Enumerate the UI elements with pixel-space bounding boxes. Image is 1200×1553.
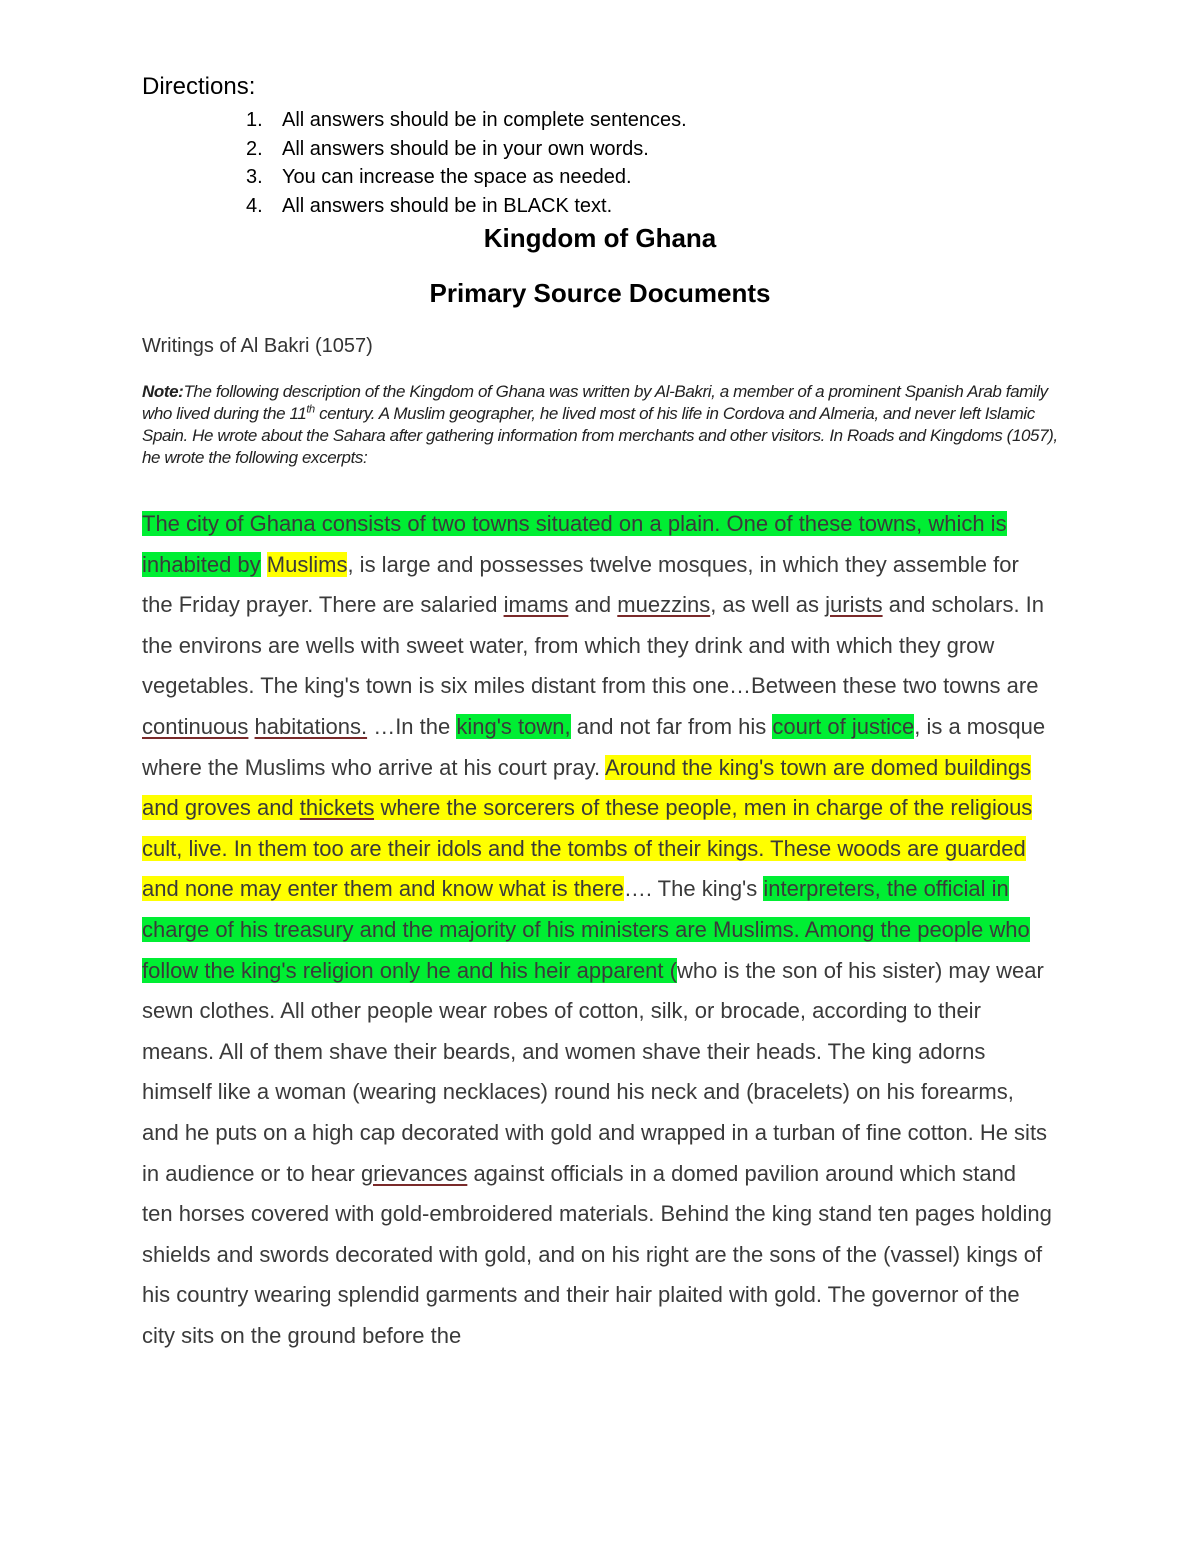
excerpt-text: and xyxy=(568,592,618,618)
green-highlight: court of justice xyxy=(772,713,915,739)
document-subtitle: Primary Source Documents xyxy=(429,278,771,308)
note-paragraph xyxy=(142,381,1072,469)
excerpt-text: who is the son of his sister) may wear sewn clothes. All other people wear robes of cotton, silk, or brocade, according to their means. All of them shave their beards, and women shave their heads. The king adorns himself like a woman (wearing necklaces) round his neck and (bracelets) on his forearms, and he puts on a high cap decorated with gold and wrapped in a turban of fine cotton. He sits in audience or to hear xyxy=(142,957,1048,1186)
directions-heading: Directions: xyxy=(142,73,256,100)
note-superscript: th xyxy=(306,403,315,416)
yellow-highlight: where the sorcerers of these people, men in charge of the religious cult, live. In them too are their idols and the tombs of their kings. These woods are guarded and none may enter them and know what is there xyxy=(142,795,1033,902)
excerpt-paragraph xyxy=(142,504,1052,1356)
excerpt-text: , as well as xyxy=(710,592,826,618)
note-text: The following description of the Kingdom of Ghana was written by Al-Bakri, a member of a prominent Spanish Arab family who lived during the 11 xyxy=(142,382,1048,423)
underlined-term: continuous xyxy=(142,713,249,739)
excerpt-text: …. The king's xyxy=(623,876,764,902)
underlined-term: imams xyxy=(503,592,569,618)
list-number: 4. xyxy=(246,194,263,217)
list-number: 3. xyxy=(246,166,263,188)
excerpt-text: and scholars. In the environs are wells with sweet water, from which they drink and with which they grow vegetables. The king's town is six miles distant from this one…Between these two towns are xyxy=(142,592,1045,699)
list-number: 2. xyxy=(246,137,263,160)
underlined-term: muezzins xyxy=(617,592,711,618)
list-text: You can increase the space as needed. xyxy=(282,166,632,188)
list-number: 1. xyxy=(246,109,263,131)
excerpt-text: , is a mosque where the Muslims who arrive at his court pray. xyxy=(142,713,1046,780)
green-highlight: king's town, xyxy=(456,713,571,739)
excerpt-text: …In the xyxy=(367,713,457,739)
excerpt-text: , is large and possesses twelve mosques, in which they assemble for the Friday prayer. There are salaried xyxy=(142,551,1019,618)
document-title: Kingdom of Ghana xyxy=(483,223,717,253)
yellow-highlight: Around the king's town are domed buildings and groves and xyxy=(142,754,1032,821)
underlined-term: thickets xyxy=(299,795,375,821)
list-text: All answers should be in BLACK text. xyxy=(282,194,613,217)
yellow-highlight: Muslims xyxy=(266,551,348,577)
note-label: Note: xyxy=(142,382,184,401)
green-highlight: The city of Ghana consists of two towns situated on a plain. One of these towns, which is inhabited by xyxy=(142,511,1007,577)
note-text: century. A Muslim geographer, he lived most of his life in Cordova and Almeria, and never left Islamic Spain. He wrote about the Sahara after gathering information from merchants and other visitors. In Roads and Kingdoms (1057), he wrote the following excerpts: xyxy=(142,404,1058,467)
list-text: All answers should be in complete sentences. xyxy=(282,109,687,131)
excerpt-text xyxy=(261,552,267,577)
green-highlight: interpreters, the official in charge of his treasury and the majority of his ministers are Muslims. Among the people who follow the king's religion only he and his heir apparent ( xyxy=(142,876,1030,983)
underlined-term: jurists xyxy=(825,592,883,618)
underlined-term: habitations. xyxy=(254,713,368,739)
excerpt-text: against officials in a domed pavilion around which stand ten horses covered with gold-embroidered materials. Behind the king stand ten pages holding shields and swords decorated with gold, and on his right are the sons of the (vassel) kings of his country wearing splendid garments and their hair plaited with gold. The governor of the city sits on the ground before the xyxy=(142,1160,1052,1348)
source-line: Writings of Al Bakri (1057) xyxy=(142,335,373,357)
list-text: All answers should be in your own words. xyxy=(282,137,649,160)
underlined-term: grievances xyxy=(360,1160,468,1186)
excerpt-text: and not far from his xyxy=(570,713,773,739)
